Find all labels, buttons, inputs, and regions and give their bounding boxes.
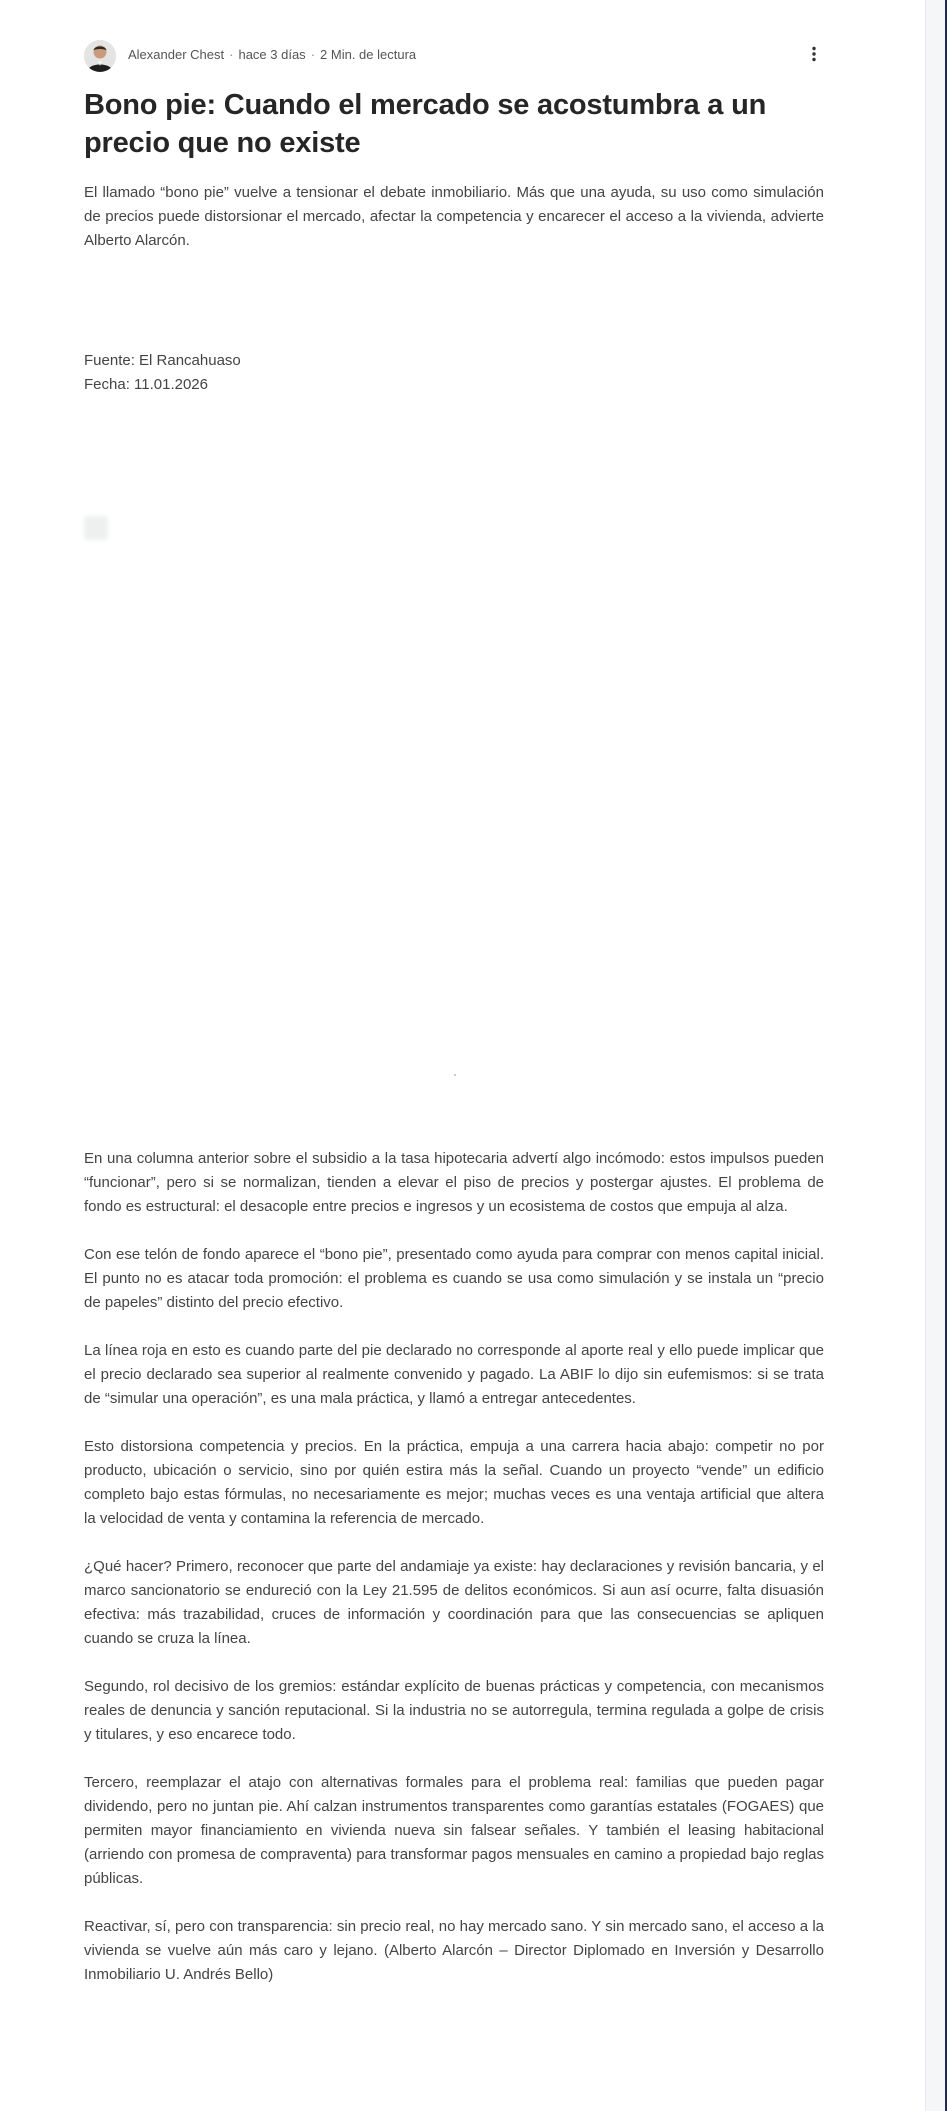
body-paragraph: La línea roja en esto es cuando parte del pie declarado no corresponde al aporte real y ello puede implicar que el precio declarado sea superior al realmente convenido y pagado. La ABIF lo dijo sin eufemismos: si se trata de “simular una operación”, es una mala práctica, y llamó a entregar antecedentes. — [84, 1342, 824, 1407]
page-right-rail — [925, 0, 947, 2111]
post-source: Fuente: El Rancahuaso — [84, 352, 241, 369]
author-meta — [128, 47, 416, 62]
more-vertical-icon — [812, 46, 816, 62]
image-placeholder — [84, 516, 108, 540]
post-date: Fecha: 11.01.2026 — [84, 376, 208, 393]
separator-dot: · — [310, 47, 316, 62]
media-embed-marker — [454, 1074, 456, 1076]
post-body — [84, 1147, 824, 2011]
body-paragraph: Con ese telón de fondo aparece el “bono pie”, presentado como ayuda para comprar con menos capital inicial. El punto no es atacar toda promoción: el problema es cuando se usa como simulación y se instala un “precio de papeles” distinto del precio efectivo. — [84, 1246, 824, 1311]
author-avatar[interactable] — [84, 40, 116, 72]
post-lead: El llamado “bono pie” vuelve a tensionar el debate inmobiliario. Más que una ayuda, su uso como simulación de precios puede distorsionar el mercado, afectar la competencia y encarecer el acceso a la vivienda, advierte Alberto Alarcón. — [84, 184, 824, 249]
more-actions-button[interactable] — [802, 42, 826, 66]
post-meta-row — [84, 38, 824, 72]
body-paragraph: Tercero, reemplazar el atajo con alternativas formales para el problema real: familias que pueden pagar dividendo, pero no juntan pie. Ahí calzan instrumentos transparentes como garantías estatales (FOGAES) que permiten mayor financiamiento en vivienda nueva sin falsear señales. Y también el leasing habitacional (arriendo con promesa de compraventa) para transformar pagos mensuales en camino a propiedad bajo reglas públicas. — [84, 1774, 824, 1887]
body-paragraph: ¿Qué hacer? Primero, reconocer que parte del andamiaje ya existe: hay declaraciones y revisión bancaria, y el marco sancionatorio se endureció con la Ley 21.595 de delitos económicos. Si aun así ocurre, falta disuasión efectiva: más trazabilidad, cruces de información y coordinación para que las consecuencias se apliquen cuando se cruza la línea. — [84, 1558, 824, 1647]
body-paragraph: Esto distorsiona competencia y precios. En la práctica, empuja a una carrera hacia abajo: competir no por producto, ubicación o servicio, sino por quién estira más la señal. Cuando un proyecto “vende” un edificio completo bajo estas fórmulas, no necesariamente es mejor; muchas veces es una ventaja artificial que altera la velocidad de venta y contamina la referencia de mercado. — [84, 1438, 824, 1527]
body-paragraph: Reactivar, sí, pero con transparencia: sin precio real, no hay mercado sano. Y sin mercado sano, el acceso a la vivienda se vuelve aún más caro y lejano. (Alberto Alarcón – Director Diplomado en Inversión y Desarrollo Inmobiliario U. Andrés Bello) — [84, 1918, 824, 1983]
post-title: Bono pie: Cuando el mercado se acostumbra a un precio que no existe — [84, 89, 767, 159]
author-name[interactable]: Alexander Chest — [128, 47, 225, 62]
post-time: hace 3 días — [238, 47, 306, 62]
post-source-block — [84, 349, 824, 397]
separator-dot: · — [229, 47, 234, 62]
body-paragraph: En una columna anterior sobre el subsidio a la tasa hipotecaria advertí algo incómodo: estos impulsos pueden “funcionar”, pero si se normalizan, tienden a elevar el piso de precios y postergar ajustes. El problema de fondo es estructural: el desacople entre precios e ingresos y un ecosistema de costos que empuja al alza. — [84, 1150, 824, 1215]
body-paragraph: Segundo, rol decisivo de los gremios: estándar explícito de buenas prácticas y competencia, con mecanismos reales de denuncia y sanción reputacional. Si la industria no se autorregula, termina regulada a golpe de crisis y titulares, y eso encarece todo. — [84, 1678, 824, 1743]
reading-time: 2 Min. de lectura — [320, 47, 417, 62]
